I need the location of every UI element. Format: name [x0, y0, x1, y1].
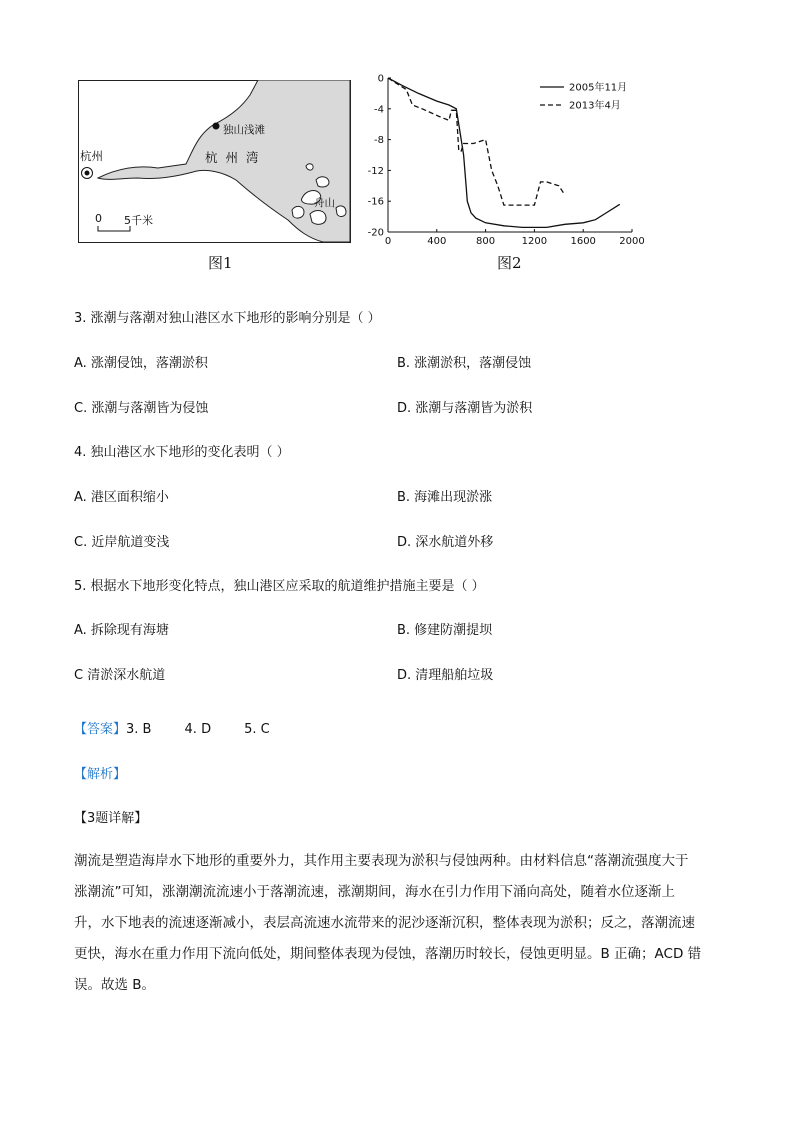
- figure-2-caption: 图2: [497, 254, 522, 272]
- y-tick-label: -20: [367, 227, 384, 239]
- label-dushan: 独山浅滩: [223, 124, 265, 136]
- figure-2: [360, 70, 660, 255]
- legend-label-2: 2013年4月: [569, 100, 621, 112]
- dushan-marker: [213, 123, 220, 130]
- paragraph-line: 升，水下地表的流速逐渐减小，表层高流速水流带来的泥沙逐渐沉积，整体表现为淤积；反之，落潮流速: [74, 915, 695, 931]
- label-bay: 杭 州 湾: [205, 150, 259, 165]
- scale-unit: 5千米: [124, 214, 153, 227]
- chart-figure-2: [360, 70, 660, 255]
- island: [316, 177, 329, 187]
- x-tick-label: 0: [384, 236, 392, 247]
- y-tick-label: -8: [374, 135, 384, 147]
- q5-option-c: C 清淤深水航道: [74, 668, 166, 683]
- explanation-paragraph: [74, 846, 714, 1001]
- detail-label: 【3题详解】: [74, 811, 148, 826]
- analysis-label: 【解析】: [74, 767, 127, 782]
- label-hangzhou: 杭州: [80, 149, 103, 163]
- q3-option-b: B. 涨潮淤积，落潮侵蚀: [397, 356, 532, 371]
- question-5-stem: 5. 根据水下地形变化特点，独山港区应采取的航道维护措施主要是（ ）: [74, 579, 485, 594]
- x-tick-label: 1600: [570, 236, 596, 247]
- y-tick-label: -4: [374, 104, 384, 116]
- figure-1: [78, 80, 352, 244]
- paragraph-line: 更快，海水在重力作用下流向低处，期间整体表现为侵蚀，落潮历时较长，侵蚀更明显。B 正确；ACD 错: [74, 946, 702, 962]
- q5-option-b: B. 修建防潮提坝: [397, 623, 493, 638]
- x-tick-label: 2000: [619, 236, 645, 247]
- y-tick-label: -16: [367, 196, 384, 208]
- figure-1-caption: 图1: [208, 254, 233, 272]
- label-zhoushan: 舟山: [314, 197, 335, 209]
- q4-option-a: A. 港区面积缩小: [74, 490, 169, 505]
- q3-option-d: D. 涨潮与落潮皆为淤积: [397, 401, 533, 416]
- q5-option-a: A. 拆除现有海塘: [74, 623, 169, 638]
- island: [292, 206, 304, 218]
- q5-option-d: D. 清理船舶垃圾: [397, 668, 494, 683]
- scale-zero: 0: [95, 212, 102, 225]
- q4-option-d: D. 深水航道外移: [397, 535, 494, 550]
- hangzhou-marker-dot: [85, 171, 90, 176]
- series-line-2: [388, 78, 565, 205]
- answer-line: [74, 721, 270, 739]
- island: [306, 164, 313, 170]
- question-4-stem: 4. 独山港区水下地形的变化表明（ ）: [74, 445, 290, 460]
- paragraph-line: 误。故选 B。: [74, 977, 156, 993]
- y-tick-label: 0: [377, 73, 384, 85]
- question-3-stem: 3. 涨潮与落潮对独山港区水下地形的影响分别是（ ）: [74, 311, 381, 326]
- legend-label-1: 2005年11月: [569, 82, 628, 94]
- paragraph-line: 涨潮流”可知，涨潮潮流流速小于落潮流速，涨潮期间，海水在引力作用下涌向高处，随着水位逐渐上: [74, 884, 675, 900]
- x-tick-label: 800: [476, 236, 496, 247]
- q3-option-c: C. 涨潮与落潮皆为侵蚀: [74, 401, 209, 416]
- island: [310, 211, 326, 225]
- paragraph-line: 潮流是塑造海岸水下地形的重要外力，其作用主要表现为淤积与侵蚀两种。由材料信息“落潮流强度大于: [74, 853, 689, 869]
- answer-text: 3. B 4. D 5. C: [126, 722, 270, 737]
- answer-label: 【答案】: [74, 722, 127, 737]
- q4-option-b: B. 海滩出现淤涨: [397, 490, 493, 505]
- q3-option-a: A. 涨潮侵蚀，落潮淤积: [74, 356, 208, 371]
- island: [336, 206, 346, 217]
- x-tick-label: 1200: [521, 236, 548, 247]
- q4-option-c: C. 近岸航道变浅: [74, 535, 170, 550]
- x-tick-label: 400: [427, 236, 447, 247]
- y-tick-label: -12: [367, 165, 384, 177]
